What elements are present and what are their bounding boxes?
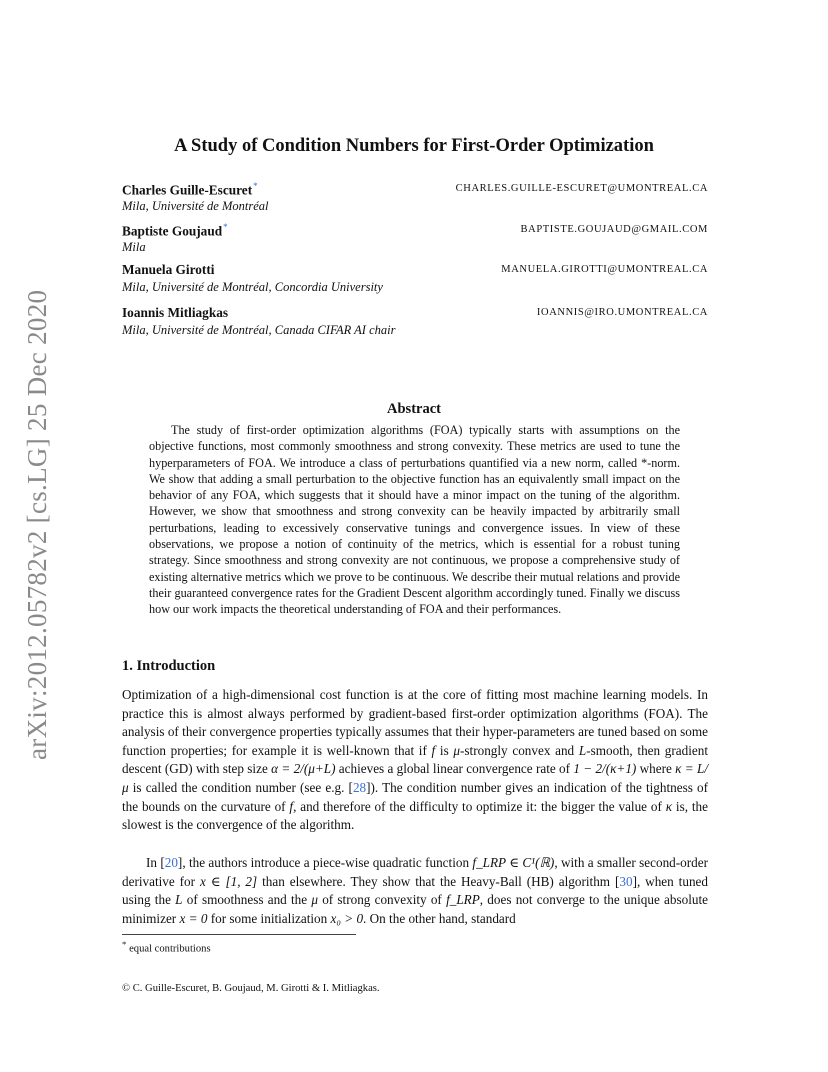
- paper-title: A Study of Condition Numbers for First-Order Optimization: [174, 136, 654, 156]
- author-email: BAPTISTE.GOUJAUD@GMAIL.COM: [520, 224, 708, 235]
- author-affiliation: Mila, Université de Montréal, Concordia University: [122, 280, 383, 294]
- intro-paragraph: Optimization of a high-dimensional cost function is at the core of fitting most machine learning models. In practice this is almost always performed by gradient-based first-order optimization algorithms (FOA). The analysis of their convergence properties typically assumes that their hyper-parameters are tuned based on some function properties; for example it is well-known that if f is μ-strongly convex and L-smooth, then gradient descent (GD) with step size α = 2/(μ+L) achieves a global linear convergence rate of 1 − 2/(κ+1) where κ = L/μ is called the condition number (see e.g. [28]). The condition number gives an indication of the tightness of the bounds on the curvature of f, and therefore of the difficulty to optimize it: the bigger the value of κ is, the slowest is the convergence of the algorithm.: [122, 687, 709, 833]
- arxiv-stamp: arXiv:2012.05782v2 [cs.LG] 25 Dec 2020: [22, 289, 52, 760]
- author-affiliation: Mila, Université de Montréal: [122, 199, 269, 213]
- author-block: [122, 262, 708, 296]
- equal-contribution-mark[interactable]: *: [253, 181, 258, 191]
- author-email: IOANNIS@IRO.UMONTREAL.CA: [536, 307, 708, 318]
- abstract-heading: Abstract: [387, 401, 441, 417]
- footnote-mark: *: [122, 939, 127, 949]
- equal-contribution-mark[interactable]: *: [223, 222, 228, 232]
- math-step-size: α = 2/(μ+L): [271, 761, 336, 777]
- intro-paragraph: In [20], the authors introduce a piece-wise quadratic function f_LRP ∈ C¹(ℝ), with a smaller second-order derivative for x ∈ [1, 2] than elsewhere. They show that the Heavy-Ball (HB) algorithm [30], when tuned using the L of smoothness and the μ of strong convexity of f_LRP, does not converge to the unique absolute minimizer x = 0 for some initialization x₀ > 0. On the other hand, standard: [122, 855, 708, 926]
- author-name: Charles Guille-Escuret*: [122, 181, 258, 198]
- author-block: [122, 222, 708, 256]
- author-email: MANUELA.GIROTTI@UMONTREAL.CA: [501, 264, 708, 275]
- copyright-line: © C. Guille-Escuret, B. Goujaud, M. Girotti & I. Mitliagkas.: [122, 983, 380, 994]
- abstract-text: The study of first-order optimization algorithms (FOA) typically starts with assumptions on the objective functions, most commonly smoothness and strong convexity. These metrics are used to tune the hyperparameters of FOA. We introduce a class of perturbations quantified via a new norm, called *-norm. We show that adding a small perturbation to the objective function has an equivalently small impact on the behavior of any FOA, which suggests that it should have a minor impact on the tuning of the algorithm. However, we show that smoothness and strong convexity can be heavily impacted by arbitrarily small perturbations, leading to excessively conservative tunings and convergence issues. In view of these observations, we propose a notion of continuity of the metrics, which is essential for a robust tuning strategy. Since smoothness and strong convexity are not continuous, we propose a comprehensive study of existing alternative metrics which we prove to be continuous. We describe their mutual relations and provide their guaranteed convergence rates for the Gradient Descent algorithm accordingly tuned. Finally we discuss how our work impacts the theoretical understanding of FOA and their performances.: [149, 423, 680, 617]
- footnote-divider: [122, 934, 356, 935]
- author-email: CHARLES.GUILLE-ESCURET@UMONTREAL.CA: [455, 183, 708, 194]
- author-affiliation: Mila, Université de Montréal, Canada CIFAR AI chair: [122, 323, 396, 337]
- section-heading-introduction: 1. Introduction: [122, 658, 216, 674]
- author-affiliation: Mila: [122, 240, 146, 254]
- footnote: * equal contributions: [122, 939, 211, 955]
- author-name: Baptiste Goujaud*: [122, 222, 228, 239]
- citation-link[interactable]: 20: [164, 855, 178, 870]
- author-block: [122, 181, 708, 215]
- math-convergence-rate: 1 − 2/(κ+1): [573, 761, 637, 777]
- author-name: Ioannis Mitliagkas: [122, 305, 229, 320]
- citation-link[interactable]: 28: [352, 779, 367, 795]
- author-block: [122, 305, 708, 339]
- citation-link[interactable]: 30: [619, 873, 633, 889]
- math-condition-number: κ = L/μ: [122, 761, 709, 795]
- author-name: Manuela Girotti: [122, 262, 215, 277]
